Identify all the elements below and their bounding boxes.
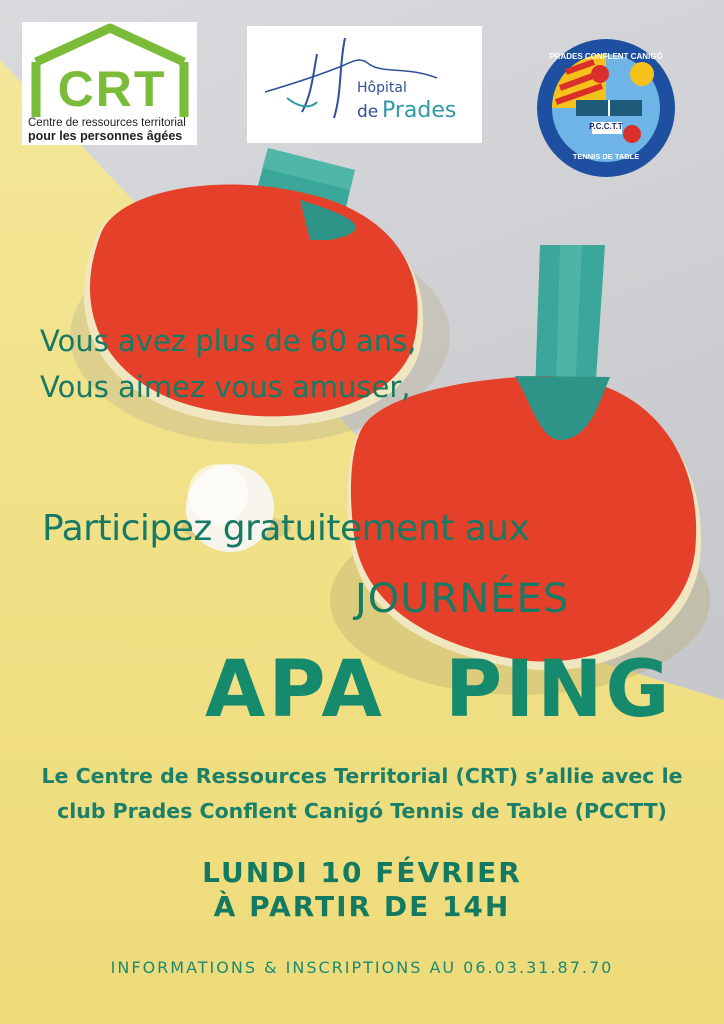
hopital-label: Hôpital <box>357 80 407 96</box>
event-title: APA PING <box>205 645 673 735</box>
crt-subtitle-1: Centre de ressources territorial <box>28 117 186 129</box>
contact-info: INFORMATIONS & INSCRIPTIONS AU 06.03.31.87.70 <box>110 958 614 977</box>
headline-participez: Participez gratuitement aux <box>42 508 530 549</box>
hopital-prades-logo <box>247 26 482 143</box>
description-line-1: Le Centre de Ressources Territorial (CRT) s’allie avec le <box>41 764 683 788</box>
crt-logo <box>22 22 197 145</box>
headline-age: Vous avez plus de 60 ans, <box>40 324 417 358</box>
pcctt-top-text: PRADES CONFLENT CANIGÓ <box>549 52 663 61</box>
pcctt-bottom-text: TENNIS DE TABLE <box>572 152 640 161</box>
hopital-prades: Prades <box>382 98 457 123</box>
description-line-2: club Prades Conflent Canigó Tennis de Table (PCCTT) <box>57 799 667 823</box>
pcctt-logo <box>536 38 676 178</box>
event-time: À PARTIR DE 14H <box>213 890 511 923</box>
crt-subtitle-2: pour les personnes âgées <box>28 129 183 143</box>
event-date: LUNDI 10 FÉVRIER <box>202 856 522 889</box>
pcctt-initials: P.C.C.T.T <box>589 122 623 131</box>
headline-fun: Vous aimez vous amuser, <box>40 370 411 404</box>
hopital-de: de <box>357 102 379 122</box>
crt-letters: CRT <box>57 61 167 117</box>
headline-journees: JOURNÉES <box>355 576 570 622</box>
